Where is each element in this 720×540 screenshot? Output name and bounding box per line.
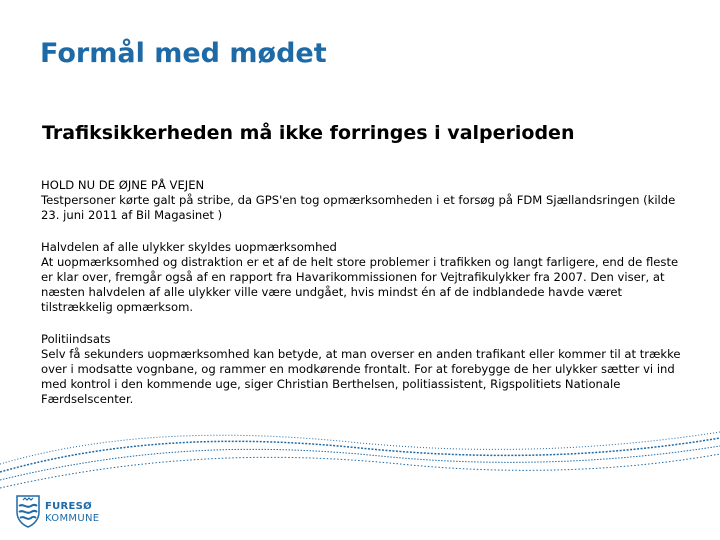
paragraph-line: med kontrol i den kommende uge, siger Christian Berthelsen, politiassistent, Rigspolitiets Nationale xyxy=(41,377,621,391)
slide-body xyxy=(41,178,713,424)
slide-title: Formål med mødet xyxy=(40,38,327,69)
logo-text-furesoe: FURESØ xyxy=(45,501,92,512)
paragraph-heading: HOLD NU DE ØJNE PÅ VEJEN xyxy=(41,178,205,192)
paragraph-gps-test xyxy=(41,178,713,223)
logo-text-kommune: KOMMUNE xyxy=(45,513,100,524)
paragraph-heading: Politiindsats xyxy=(41,332,111,346)
paragraph-line: At uopmærksomhed og distraktion er et af de helt store problemer i trafikken og langt farligere, end de fleste xyxy=(41,255,679,269)
paragraph-police-effort xyxy=(41,332,713,407)
furesoe-shield-icon xyxy=(15,494,41,528)
furesoe-logo xyxy=(15,494,135,534)
paragraph-line: Testpersoner kørte galt på stribe, da GPS'en tog opmærksomheden i et forsøg på FDM Sjællandsringen (kilde xyxy=(41,193,676,207)
slide-subtitle: Trafiksikkerheden må ikke forringes i valperioden xyxy=(42,122,575,144)
paragraph-line: Selv få sekunders uopmærksomhed kan betyde, at man overser en anden trafikant eller kommer til at trække xyxy=(41,347,681,361)
paragraph-heading: Halvdelen af alle ulykker skyldes uopmærksomhed xyxy=(41,240,337,254)
paragraph-line: Færdselscenter. xyxy=(41,392,134,406)
paragraph-line: er klar over, fremgår også af en rapport fra Havarikommissionen for Vejtrafikulykker fra 2007. Den viser, at xyxy=(41,270,665,284)
paragraph-line: tilstrækkelig opmærksom. xyxy=(41,300,194,314)
paragraph-line: næsten halvdelen af alle ulykker ville være undgået, hvis mindst én af de indblandede havde været xyxy=(41,285,623,299)
paragraph-inattention xyxy=(41,240,713,315)
paragraph-line: over i modsatte vognbane, og rammer en modkørende frontalt. For at forebygge de her ulykker sætter vi ind xyxy=(41,362,675,376)
paragraph-line: 23. juni 2011 af Bil Magasinet ) xyxy=(41,208,223,222)
